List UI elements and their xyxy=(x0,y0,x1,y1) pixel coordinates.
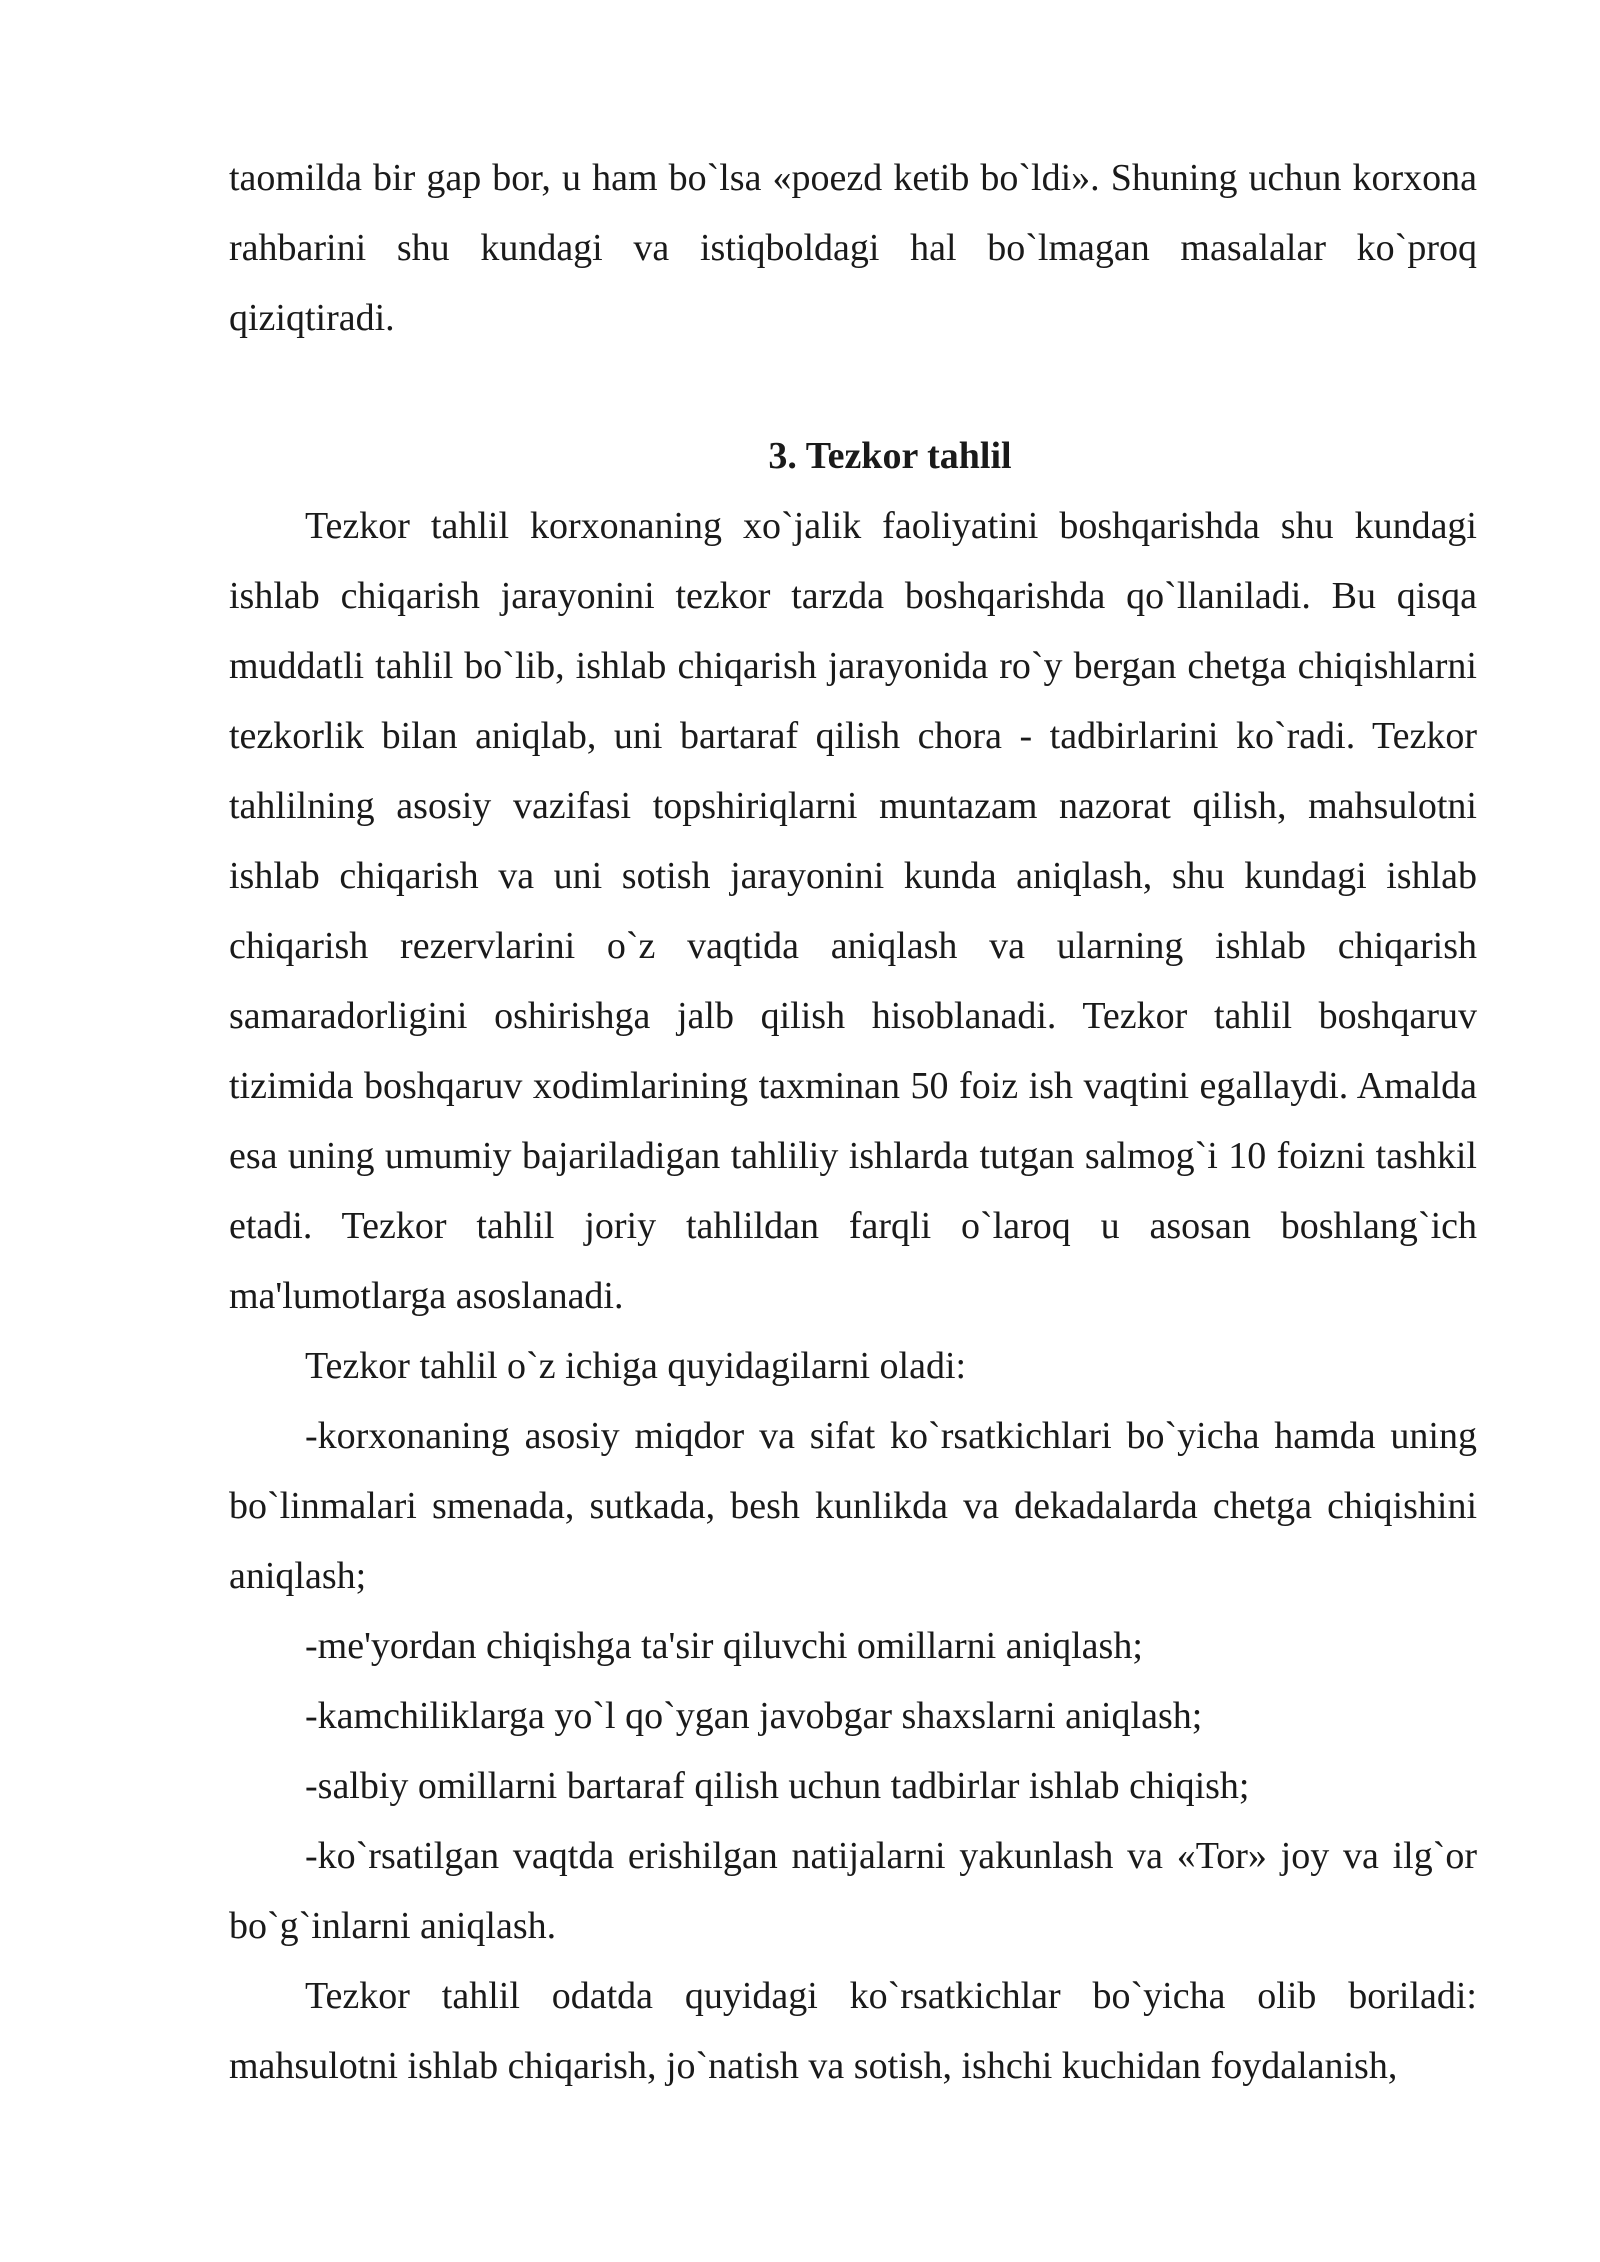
section-spacer xyxy=(229,353,1477,421)
body-paragraph: Tezkor tahlil korxonaning xo`jalik faoliyatini boshqarishda shu kundagi ishlab chiqarish jarayonini tezkor tarzda boshqarishda qo`llaniladi. Bu qisqa muddatli tahlil bo`lib, ishlab chiqarish jarayonida ro`y bergan chetga chiqishlarni tezkorlik bilan aniqlab, uni bartaraf qilish chora - tadbirlarini ko`radi. Tezkor tahlilning asosiy vazifasi topshiriqlarni muntazam nazorat qilish, mahsulotni ishlab chiqarish va uni sotish jarayonini kunda aniqlash, shu kundagi ishlab chiqarish rezervlarini o`z vaqtida aniqlash va ularning ishlab chiqarish samaradorligini oshirishga jalb qilish hisoblanadi. Tezkor tahlil boshqaruv tizimida boshqaruv xodimlarining taxminan 50 foiz ish vaqtini egallaydi. Amalda esa uning umumiy bajariladigan tahliliy ishlarda tutgan salmog`i 10 foizni tashkil etadi. Tezkor tahlil joriy tahlildan farqli o`laroq u asosan boshlang`ich ma'lumotlarga asoslanadi. xyxy=(229,505,1477,1317)
list-intro: Tezkor tahlil o`z ichiga quyidagilarni oladi: xyxy=(305,1345,967,1387)
section-heading: 3. Tezkor tahlil xyxy=(768,435,1012,477)
list-item: -ko`rsatilgan vaqtda erishilgan natijalarni yakunlash va «Tor» joy va ilg`or bo`g`inlarni aniqlash. xyxy=(229,1835,1477,1947)
list-item: -kamchiliklarga yo`l qo`ygan javobgar shaxslarni aniqlash; xyxy=(305,1695,1203,1737)
list-item: -korxonaning asosiy miqdor va sifat ko`rsatkichlari bo`yicha hamda uning bo`linmalari smenada, sutkada, besh kunlikda va dekadalarda chetga chiqishini aniqlash; xyxy=(229,1415,1477,1597)
intro-paragraph: taomilda bir gap bor, u ham bo`lsa «poezd ketib bo`ldi». Shuning uchun korxona rahbarini shu kundagi va istiqboldagi hal bo`lmagan masalalar ko`proq qiziqtiradi. xyxy=(229,157,1477,339)
document-body xyxy=(229,143,1477,2101)
list-item: -salbiy omillarni bartaraf qilish uchun tadbirlar ishlab chiqish; xyxy=(305,1765,1250,1807)
list-item: -me'yordan chiqishga ta'sir qiluvchi omillarni aniqlash; xyxy=(305,1625,1143,1667)
closing-paragraph: Tezkor tahlil odatda quyidagi ko`rsatkichlar bo`yicha olib boriladi: mahsulotni ishlab chiqarish, jo`natish va sotish, ishchi kuchidan foydalanish, xyxy=(229,1975,1477,2087)
